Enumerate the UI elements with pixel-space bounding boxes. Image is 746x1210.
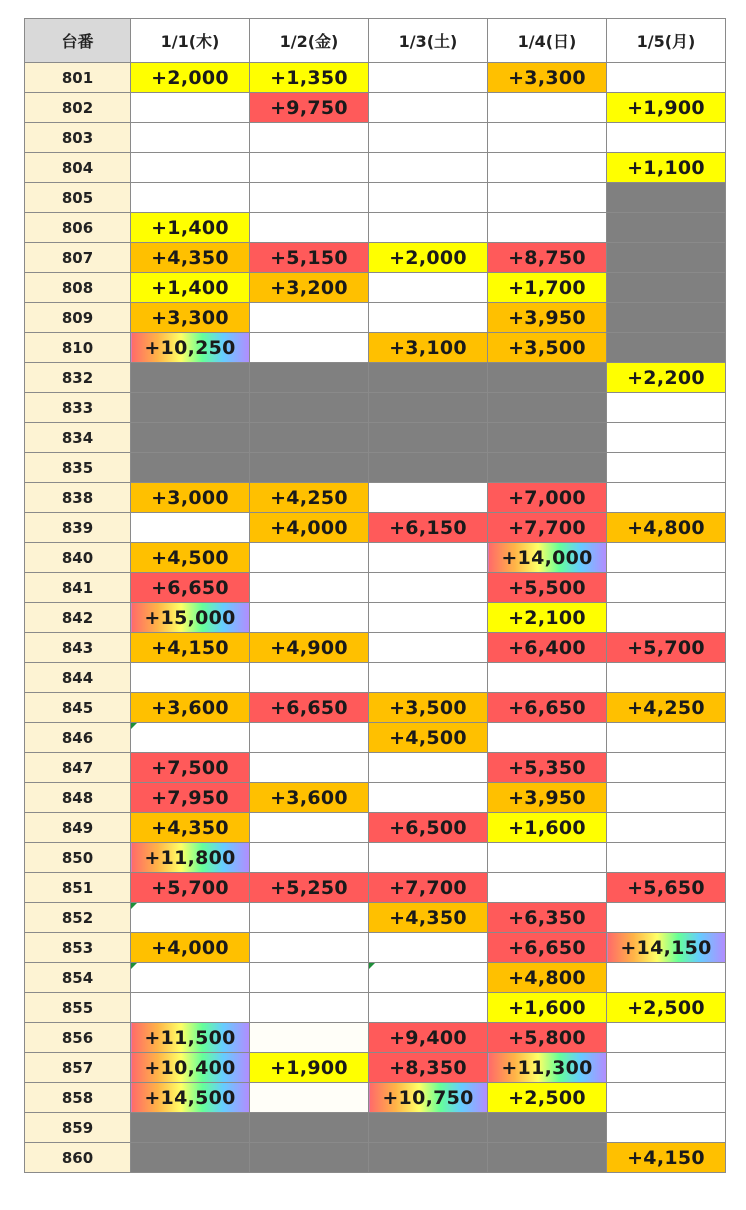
table-row (25, 123, 726, 153)
payout-cell: +5,500 (488, 573, 607, 603)
payout-cell (250, 1113, 369, 1143)
payout-cell: +4,250 (607, 693, 726, 723)
payout-cell (607, 753, 726, 783)
payout-cell: +1,400 (131, 213, 250, 243)
payout-cell (488, 453, 607, 483)
payout-cell (131, 363, 250, 393)
payout-cell (607, 663, 726, 693)
payout-cell (250, 123, 369, 153)
payout-cell (250, 813, 369, 843)
table-row (25, 993, 726, 1023)
table-row (25, 693, 726, 723)
payout-cell: +1,100 (607, 153, 726, 183)
payout-cell (607, 123, 726, 153)
payout-cell: +5,700 (607, 633, 726, 663)
payout-cell (607, 1083, 726, 1113)
payout-cell: +4,500 (369, 723, 488, 753)
table-row (25, 183, 726, 213)
payout-cell (131, 993, 250, 1023)
payout-cell (250, 993, 369, 1023)
payout-cell (607, 483, 726, 513)
machine-number-cell: 832 (25, 363, 131, 393)
payout-cell (607, 903, 726, 933)
payout-cell (369, 63, 488, 93)
machine-number-cell: 847 (25, 753, 131, 783)
table-row (25, 543, 726, 573)
payout-cell (369, 1113, 488, 1143)
machine-number-cell: 856 (25, 1023, 131, 1053)
machine-number-cell: 806 (25, 213, 131, 243)
payout-cell (488, 873, 607, 903)
payout-cell (250, 363, 369, 393)
machine-number-cell: 854 (25, 963, 131, 993)
payout-cell: +2,000 (369, 243, 488, 273)
table-row (25, 303, 726, 333)
table-row (25, 753, 726, 783)
payout-cell: +4,000 (131, 933, 250, 963)
payout-cell (131, 123, 250, 153)
payout-cell: +1,350 (250, 63, 369, 93)
payout-cell (369, 633, 488, 663)
payout-cell: +3,500 (369, 693, 488, 723)
payout-cell (250, 663, 369, 693)
payout-cell (369, 213, 488, 243)
payout-cell: +10,250 (131, 333, 250, 363)
payout-cell (369, 1143, 488, 1173)
payout-cell (488, 1143, 607, 1173)
date-header-3: 1/3(土) (369, 19, 488, 63)
payout-cell: +1,900 (607, 93, 726, 123)
payout-cell: +3,000 (131, 483, 250, 513)
machine-number-cell: 805 (25, 183, 131, 213)
payout-cell (131, 723, 250, 753)
table-row (25, 873, 726, 903)
machine-number-cell: 852 (25, 903, 131, 933)
machine-number-cell: 842 (25, 603, 131, 633)
payout-cell (488, 663, 607, 693)
payout-cell (607, 723, 726, 753)
payout-cell: +2,100 (488, 603, 607, 633)
payout-cell (131, 513, 250, 543)
header-row (25, 19, 726, 63)
date-header-4: 1/4(日) (488, 19, 607, 63)
payout-cell (369, 483, 488, 513)
payout-cell: +11,500 (131, 1023, 250, 1053)
payout-cell (369, 933, 488, 963)
payout-cell (607, 573, 726, 603)
payout-cell: +4,800 (607, 513, 726, 543)
table-row (25, 573, 726, 603)
payout-cell: +5,800 (488, 1023, 607, 1053)
payout-cell (250, 963, 369, 993)
machine-number-cell: 849 (25, 813, 131, 843)
table-row (25, 603, 726, 633)
table-row (25, 783, 726, 813)
payout-cell (369, 123, 488, 153)
payout-cell (607, 453, 726, 483)
payout-cell (250, 903, 369, 933)
payout-cell (250, 573, 369, 603)
machine-number-cell: 838 (25, 483, 131, 513)
payout-cell (488, 93, 607, 123)
machine-number-cell: 804 (25, 153, 131, 183)
payout-cell (131, 423, 250, 453)
payout-cell: +4,350 (131, 243, 250, 273)
table-row (25, 903, 726, 933)
payout-cell: +10,400 (131, 1053, 250, 1083)
payout-cell (250, 723, 369, 753)
machine-number-cell: 833 (25, 393, 131, 423)
payout-cell: +4,900 (250, 633, 369, 663)
payout-cell (369, 363, 488, 393)
payout-cell (131, 393, 250, 423)
payout-cell: +5,650 (607, 873, 726, 903)
table-row (25, 483, 726, 513)
payout-cell (250, 303, 369, 333)
machine-number-cell: 807 (25, 243, 131, 273)
payout-cell: +6,500 (369, 813, 488, 843)
payout-cell: +3,200 (250, 273, 369, 303)
machine-number-cell: 840 (25, 543, 131, 573)
payout-cell (488, 123, 607, 153)
payout-cell: +9,400 (369, 1023, 488, 1053)
payout-cell (488, 1113, 607, 1143)
payout-cell (488, 183, 607, 213)
payout-cell: +14,150 (607, 933, 726, 963)
table-row (25, 363, 726, 393)
payout-cell: +6,650 (488, 933, 607, 963)
payout-cell: +6,400 (488, 633, 607, 663)
payout-cell (369, 273, 488, 303)
payout-cell (131, 1113, 250, 1143)
machine-number-cell: 808 (25, 273, 131, 303)
payout-cell (131, 903, 250, 933)
payout-cell (607, 1023, 726, 1053)
table-row (25, 453, 726, 483)
machine-number-cell: 845 (25, 693, 131, 723)
date-header-1: 1/1(木) (131, 19, 250, 63)
payout-cell: +1,400 (131, 273, 250, 303)
payout-cell: +3,300 (131, 303, 250, 333)
payout-cell (250, 753, 369, 783)
payout-cell (488, 843, 607, 873)
payout-cell (131, 963, 250, 993)
payout-cell (369, 783, 488, 813)
payout-cell: +7,950 (131, 783, 250, 813)
payout-cell (607, 63, 726, 93)
payout-cell: +1,600 (488, 813, 607, 843)
machine-number-cell: 848 (25, 783, 131, 813)
payout-cell (369, 573, 488, 603)
machine-number-cell: 853 (25, 933, 131, 963)
machine-number-cell: 857 (25, 1053, 131, 1083)
payout-cell: +3,950 (488, 783, 607, 813)
payout-cell (250, 333, 369, 363)
payout-cell (369, 993, 488, 1023)
payout-cell (607, 783, 726, 813)
payout-cell: +6,350 (488, 903, 607, 933)
machine-number-cell: 803 (25, 123, 131, 153)
payout-cell: +4,800 (488, 963, 607, 993)
payout-cell: +11,300 (488, 1053, 607, 1083)
payout-cell (607, 273, 726, 303)
payout-cell: +7,700 (488, 513, 607, 543)
payout-cell (250, 843, 369, 873)
machine-number-cell: 835 (25, 453, 131, 483)
payout-cell (250, 543, 369, 573)
payout-cell (607, 243, 726, 273)
payout-cell (488, 723, 607, 753)
comment-marker-icon (131, 723, 137, 729)
payout-cell: +6,650 (250, 693, 369, 723)
payout-cell: +2,000 (131, 63, 250, 93)
payout-cell: +2,500 (607, 993, 726, 1023)
payout-cell (369, 963, 488, 993)
payout-cell (607, 963, 726, 993)
payout-cell (369, 603, 488, 633)
comment-marker-icon (131, 903, 137, 909)
machine-number-cell: 855 (25, 993, 131, 1023)
payout-cell (250, 213, 369, 243)
payout-cell: +5,350 (488, 753, 607, 783)
payout-cell: +10,750 (369, 1083, 488, 1113)
payout-cell: +3,100 (369, 333, 488, 363)
payout-cell (250, 1143, 369, 1173)
table-row (25, 393, 726, 423)
table-row (25, 963, 726, 993)
table-row (25, 723, 726, 753)
payout-cell (607, 423, 726, 453)
payout-cell (607, 333, 726, 363)
payout-cell (131, 453, 250, 483)
machine-number-cell: 846 (25, 723, 131, 753)
payout-cell (131, 1143, 250, 1173)
table-row (25, 153, 726, 183)
results-table (24, 18, 726, 1173)
payout-cell: +4,250 (250, 483, 369, 513)
table-row (25, 273, 726, 303)
table-row (25, 933, 726, 963)
table-row (25, 633, 726, 663)
table-row (25, 213, 726, 243)
payout-cell: +2,200 (607, 363, 726, 393)
payout-cell: +8,350 (369, 1053, 488, 1083)
table-row (25, 333, 726, 363)
machine-number-cell: 809 (25, 303, 131, 333)
payout-cell: +1,900 (250, 1053, 369, 1083)
payout-cell: +9,750 (250, 93, 369, 123)
payout-cell: +7,500 (131, 753, 250, 783)
payout-cell (488, 363, 607, 393)
payout-cell: +7,700 (369, 873, 488, 903)
payout-cell: +7,000 (488, 483, 607, 513)
payout-cell: +6,650 (488, 693, 607, 723)
payout-cell: +3,950 (488, 303, 607, 333)
table-row (25, 1053, 726, 1083)
table-row (25, 813, 726, 843)
machine-number-cell: 850 (25, 843, 131, 873)
machine-number-cell: 834 (25, 423, 131, 453)
payout-cell (131, 663, 250, 693)
payout-cell (131, 153, 250, 183)
comment-marker-icon (369, 963, 375, 969)
table-row (25, 1143, 726, 1173)
date-header-2: 1/2(金) (250, 19, 369, 63)
payout-cell (488, 423, 607, 453)
payout-cell (607, 1053, 726, 1083)
payout-cell: +2,500 (488, 1083, 607, 1113)
payout-cell (250, 393, 369, 423)
table-row (25, 513, 726, 543)
payout-cell (250, 933, 369, 963)
payout-cell (488, 393, 607, 423)
payout-cell (250, 453, 369, 483)
payout-cell: +3,500 (488, 333, 607, 363)
payout-cell (607, 603, 726, 633)
payout-cell: +14,000 (488, 543, 607, 573)
payout-cell (488, 213, 607, 243)
table-row (25, 1113, 726, 1143)
table-row (25, 1083, 726, 1113)
payout-cell: +14,500 (131, 1083, 250, 1113)
payout-cell: +3,600 (131, 693, 250, 723)
payout-cell (369, 753, 488, 783)
payout-cell (369, 423, 488, 453)
machine-number-cell: 841 (25, 573, 131, 603)
payout-cell: +11,800 (131, 843, 250, 873)
payout-cell (607, 843, 726, 873)
payout-cell (369, 393, 488, 423)
payout-cell (607, 1113, 726, 1143)
payout-cell (369, 153, 488, 183)
table-body (25, 63, 726, 1173)
payout-cell: +4,000 (250, 513, 369, 543)
payout-cell: +8,750 (488, 243, 607, 273)
payout-cell (607, 213, 726, 243)
payout-cell: +3,300 (488, 63, 607, 93)
table-row (25, 1023, 726, 1053)
machine-number-cell: 802 (25, 93, 131, 123)
payout-cell: +4,150 (131, 633, 250, 663)
payout-cell (369, 93, 488, 123)
payout-cell: +6,150 (369, 513, 488, 543)
table-row (25, 63, 726, 93)
comment-marker-icon (131, 963, 137, 969)
payout-cell (607, 813, 726, 843)
payout-cell: +1,700 (488, 273, 607, 303)
payout-cell: +4,150 (607, 1143, 726, 1173)
machine-number-cell: 844 (25, 663, 131, 693)
payout-cell (131, 183, 250, 213)
payout-cell (250, 423, 369, 453)
payout-cell: +4,500 (131, 543, 250, 573)
machine-number-cell: 839 (25, 513, 131, 543)
payout-cell (369, 543, 488, 573)
table-row (25, 423, 726, 453)
payout-cell (369, 183, 488, 213)
date-header-5: 1/5(月) (607, 19, 726, 63)
machine-number-cell: 810 (25, 333, 131, 363)
payout-cell: +3,600 (250, 783, 369, 813)
machine-number-cell: 851 (25, 873, 131, 903)
payout-cell (369, 453, 488, 483)
payout-cell (250, 603, 369, 633)
payout-cell (250, 183, 369, 213)
payout-cell (369, 303, 488, 333)
machine-number-cell: 860 (25, 1143, 131, 1173)
payout-cell (607, 393, 726, 423)
payout-cell: +4,350 (369, 903, 488, 933)
payout-cell (250, 1023, 369, 1053)
payout-cell: +1,600 (488, 993, 607, 1023)
table-header (25, 19, 726, 63)
payout-cell (250, 153, 369, 183)
payout-cell (250, 1083, 369, 1113)
table-row (25, 663, 726, 693)
payout-cell (369, 663, 488, 693)
payout-cell: +5,250 (250, 873, 369, 903)
payout-cell (607, 303, 726, 333)
payout-cell (131, 93, 250, 123)
payout-cell: +6,650 (131, 573, 250, 603)
payout-cell (369, 843, 488, 873)
payout-cell: +5,150 (250, 243, 369, 273)
payout-cell: +15,000 (131, 603, 250, 633)
machine-number-cell: 843 (25, 633, 131, 663)
payout-cell (488, 153, 607, 183)
machine-number-cell: 801 (25, 63, 131, 93)
payout-cell: +5,700 (131, 873, 250, 903)
table-row (25, 243, 726, 273)
machine-number-header: 台番 (25, 19, 131, 63)
machine-number-cell: 858 (25, 1083, 131, 1113)
payout-cell: +4,350 (131, 813, 250, 843)
payout-cell (607, 183, 726, 213)
payout-cell (607, 543, 726, 573)
table-row (25, 93, 726, 123)
table-row (25, 843, 726, 873)
machine-number-cell: 859 (25, 1113, 131, 1143)
